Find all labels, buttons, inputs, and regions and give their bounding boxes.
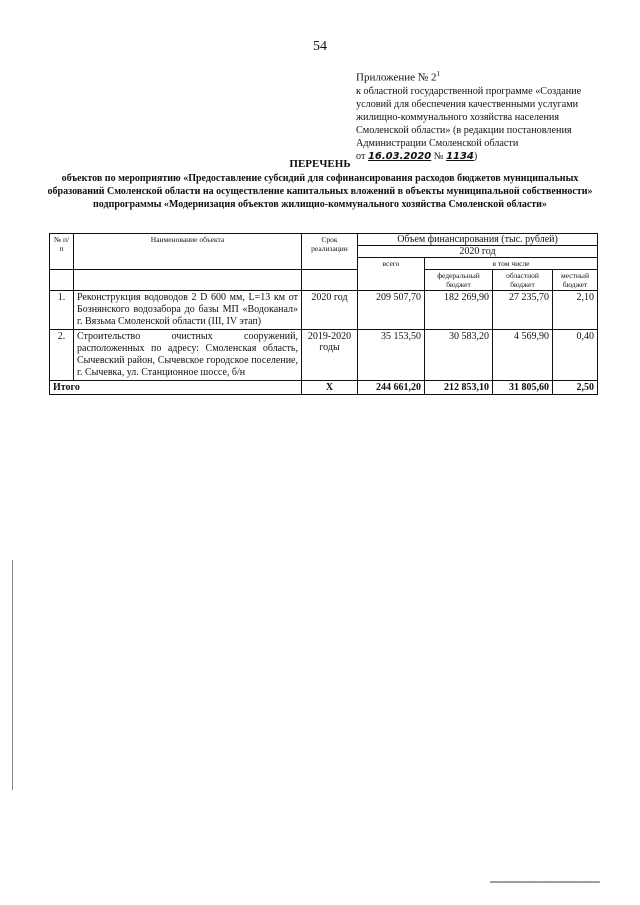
row-local: 0,40 — [553, 330, 598, 381]
header-num: № п/п — [50, 234, 74, 270]
heading-title: ПЕРЕЧЕНЬ — [289, 158, 351, 170]
handwritten-number: 1134 — [446, 150, 474, 162]
row-local: 2,10 — [553, 291, 598, 330]
row-federal: 30 583,20 — [425, 330, 493, 381]
number-label: № — [433, 150, 444, 162]
total-local: 2,50 — [553, 381, 598, 395]
row-term: 2019-2020 годы — [302, 330, 358, 381]
row-name: Реконструкция водоводов 2 D 600 мм, L=13 км от Бознянского водозабора до базы МП «Водоканал» г. Вязьма Смоленской области (III, IV этап) — [74, 291, 302, 330]
row-name: Строительство очистных сооружений, расположенных по адресу: Смоленская область, Сычевский район, Сычевское городское поселение, г. Сычевка, ул. Станционное шоссе, б/н — [74, 330, 302, 381]
appendix-title — [356, 68, 606, 85]
header-name: Наименование объекта — [74, 234, 302, 270]
row-total: 35 153,50 — [358, 330, 425, 381]
total-row — [50, 381, 598, 395]
page-number: 54 — [313, 39, 327, 54]
appendix-line: к областной государственной программе «Создание — [356, 85, 582, 97]
row-num: 1. — [50, 291, 74, 330]
appendix-line: Администрации Смоленской области — [356, 137, 519, 149]
total-term: Х — [302, 381, 358, 395]
table-row — [50, 291, 598, 330]
financing-table — [49, 233, 598, 395]
header-total: всего — [358, 258, 425, 291]
from-label: от — [356, 150, 366, 162]
header-year: 2020 год — [358, 246, 598, 258]
scan-edge-line — [12, 560, 13, 790]
header-name-cont — [74, 270, 302, 291]
appendix-line: жилищно-коммунального хозяйства населения — [356, 111, 560, 123]
header-local: местный бюджет — [553, 270, 598, 291]
header-num-cont — [50, 270, 74, 291]
table-row — [50, 330, 598, 381]
row-regional: 27 235,70 — [493, 291, 553, 330]
heading-line: объектов по мероприятию «Предоставление субсидий для софинансирования расходов бюджетов муниципальных — [61, 173, 579, 184]
appendix-line: условий для обеспечения качественными услугами — [356, 98, 579, 110]
heading-line: образований Смоленской области на осуществление капитальных вложений в объекты муниципальной собственности» — [47, 186, 593, 197]
appendix-title-text: Приложение № 2 — [356, 71, 437, 84]
row-term: 2020 год — [302, 291, 358, 330]
row-num: 2. — [50, 330, 74, 381]
handwritten-date: 16.03.2020 — [367, 150, 432, 162]
scan-bottom-line — [490, 881, 600, 883]
total-federal: 212 853,10 — [425, 381, 493, 395]
header-regional: областной бюджет — [493, 270, 553, 291]
row-total: 209 507,70 — [358, 291, 425, 330]
header-term: Срок реализации — [302, 234, 358, 270]
appendix-block — [356, 68, 606, 163]
header-including: в том числе — [425, 258, 598, 270]
heading-line: подпрограммы «Модернизация объектов жилищно-коммунального хозяйства Смоленской области» — [93, 199, 547, 210]
total-label: Итого — [50, 381, 302, 395]
total-regional: 31 805,60 — [493, 381, 553, 395]
header-volume: Объем финансирования (тыс. рублей) — [358, 234, 598, 246]
header-term-cont — [302, 270, 358, 291]
row-federal: 182 269,90 — [425, 291, 493, 330]
document-heading — [40, 158, 600, 211]
header-federal: федеральный бюджет — [425, 270, 493, 291]
row-regional: 4 569,90 — [493, 330, 553, 381]
appendix-date-line: от 16.03.2020 № 1134) — [356, 150, 478, 162]
total-sum: 244 661,20 — [358, 381, 425, 395]
appendix-line: Смоленской области» (в редакции постановления — [356, 124, 572, 136]
appendix-title-sup: 1 — [436, 70, 441, 78]
